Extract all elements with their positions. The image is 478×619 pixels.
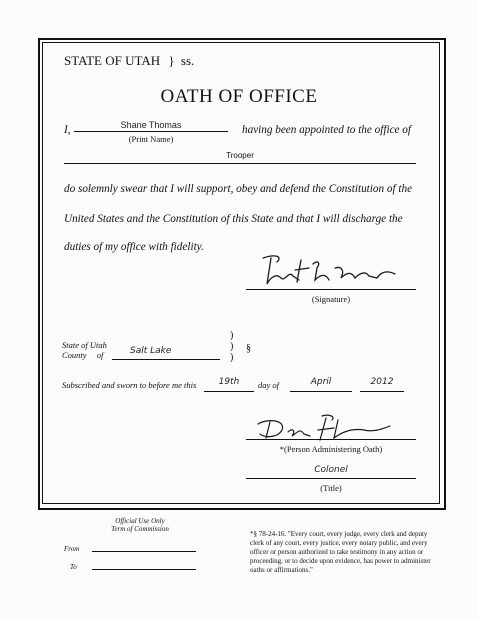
- signature-line: [246, 289, 416, 290]
- appointed-text: having been appointed to the office of: [242, 124, 412, 136]
- day-of-label: day of: [258, 380, 280, 390]
- oath-line-2: United States and the Constitution of this State and that I will discharge the: [64, 213, 403, 225]
- venue-brace-lines: ) ) ): [230, 330, 234, 363]
- to-label: To: [70, 563, 77, 571]
- venue-brace: }: [168, 53, 175, 68]
- section-symbol: §: [246, 343, 251, 354]
- to-line: [92, 569, 196, 570]
- county-word: County: [62, 350, 87, 360]
- oath-line-3: duties of my office with fidelity.: [64, 241, 204, 253]
- notary-county-label: [62, 350, 103, 360]
- administering-caption: *(Person Administering Oath): [279, 444, 383, 454]
- day-line: [204, 391, 254, 392]
- signature-caption: (Signature): [311, 294, 351, 304]
- statute-footnote: *§ 78-24-16. "Every court, every judge, every clerk and deputy clerk of any court, every justice, every notary public, and every officer or person authorized to take testimony in any action or proceeding, or to decide upon evidence, has power to administer oaths or affirmations.": [250, 530, 431, 574]
- county-value: Salt Lake: [130, 346, 172, 356]
- title-value: Colonel: [314, 465, 348, 475]
- term-of-commission-label: Term of Commission: [111, 525, 169, 533]
- year-line: [360, 391, 404, 392]
- pronoun-label: I,: [64, 124, 71, 136]
- sworn-text: Subscribed and sworn to before me this: [62, 380, 197, 390]
- venue-header: [64, 53, 194, 69]
- month-value: April: [310, 377, 332, 387]
- title-line: [246, 478, 416, 479]
- office-value: Trooper: [226, 151, 254, 160]
- oath-signature: [255, 250, 405, 290]
- ss-label: ss.: [180, 53, 195, 68]
- year-value: 2012: [370, 377, 394, 387]
- of-word: of: [96, 350, 104, 360]
- title-caption: (Title): [320, 483, 342, 493]
- notary-state-label: State of Utah: [62, 340, 107, 350]
- name-line: [74, 131, 228, 132]
- office-line: [64, 163, 416, 164]
- month-line: [290, 391, 352, 392]
- county-line: [112, 359, 220, 360]
- state-label: STATE OF UTAH: [64, 53, 161, 68]
- oath-line-1: do solemnly swear that I will support, obey and defend the Constitution of the: [64, 183, 413, 195]
- printed-name: Shane Thomas: [120, 120, 182, 130]
- from-label: From: [64, 545, 80, 553]
- document-title: OATH OF OFFICE: [160, 86, 318, 107]
- day-value: 19th: [218, 377, 240, 387]
- print-name-caption: (Print Name): [128, 134, 174, 144]
- official-use-heading: Official Use Only: [115, 517, 165, 525]
- from-line: [92, 551, 196, 552]
- administering-line: [246, 439, 416, 440]
